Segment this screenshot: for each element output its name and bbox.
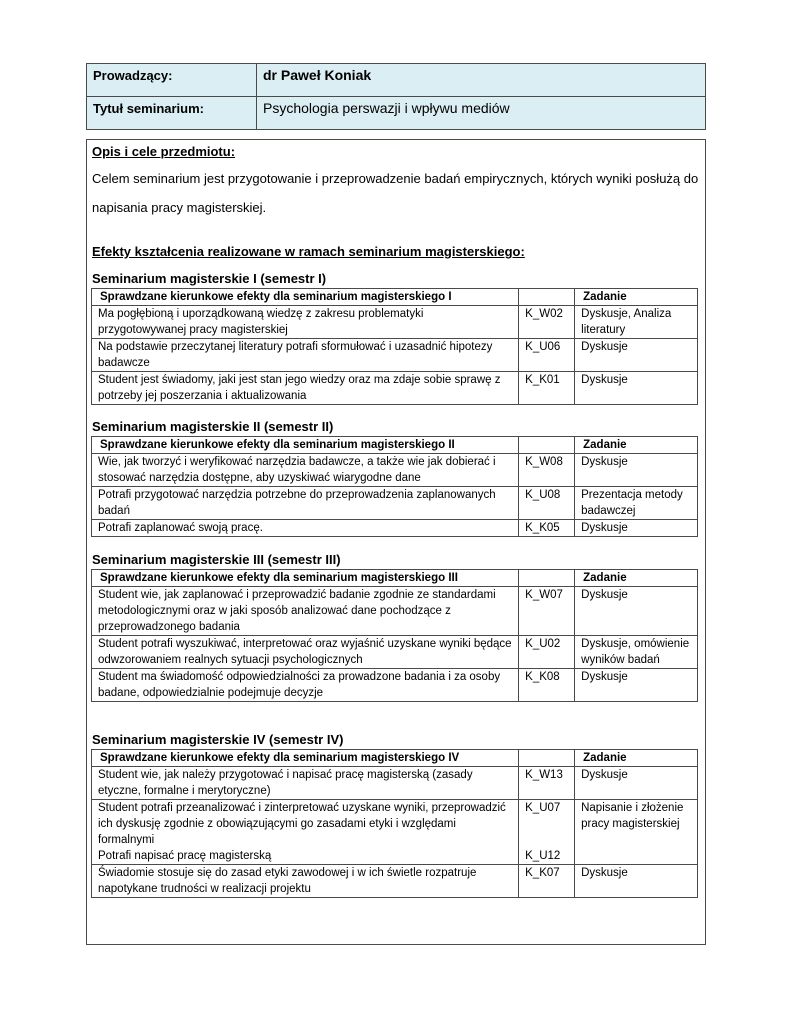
prowadzacy-value: dr Paweł Koniak [257, 64, 706, 97]
effect-cell: Ma pogłębioną i uporządkowaną wiedzę z zakresu problematyki przygotowywanej pracy magisterskiej [92, 306, 519, 339]
code-cell: K_W07 [519, 587, 575, 636]
task-cell: Dyskusje [575, 339, 698, 372]
task-column-header: Zadanie [575, 289, 698, 306]
task-cell: Dyskusje, omówienie wyników badań [575, 636, 698, 669]
task-cell: Prezentacja metody badawczej [575, 487, 698, 520]
code-text-secondary: K_U12 [525, 850, 561, 862]
task-column-header: Zadanie [575, 437, 698, 454]
code-cell: K_W02 [519, 306, 575, 339]
task-cell: Dyskusje [575, 520, 698, 537]
effect-cell: Student potrafi wyszukiwać, interpretować oraz wyjaśnić uzyskane wyniki będące odwzorowaniem realnych sytuacji psychologicznych [92, 636, 519, 669]
seminar-1-table [91, 288, 698, 405]
seminar-1-title: Seminarium magisterskie I (semestr I) [92, 271, 327, 286]
seminar-3-title: Seminarium magisterskie III (semestr III) [92, 552, 341, 567]
effects-column-header: Sprawdzane kierunkowe efekty dla seminarium magisterskiego III [92, 570, 519, 587]
seminar-2-title: Seminarium magisterskie II (semestr II) [92, 419, 334, 434]
effect-cell: Na podstawie przeczytanej literatury potrafi sformułować i uzasadnić hipotezy badawcze [92, 339, 519, 372]
task-cell: Dyskusje [575, 669, 698, 702]
code-text: K_U07 [525, 802, 561, 814]
course-description-box [86, 139, 706, 945]
code-column-header [519, 437, 575, 454]
table-row [92, 865, 698, 898]
effect-cell [92, 800, 519, 865]
table-row [92, 767, 698, 800]
code-column-header [519, 570, 575, 587]
table-row [92, 454, 698, 487]
code-cell [519, 800, 575, 865]
effects-column-header: Sprawdzane kierunkowe efekty dla seminarium magisterskiego II [92, 437, 519, 454]
table-row [92, 587, 698, 636]
table-header-row [92, 570, 698, 587]
header-row-tytul [87, 97, 706, 130]
effect-cell: Student wie, jak zaplanować i przeprowadzić badanie zgodnie ze standardami metodologicznymi oraz w jaki sposób analizować dane pochodzące z przeprowadzonego badania [92, 587, 519, 636]
task-column-header: Zadanie [575, 570, 698, 587]
seminar-4-title: Seminarium magisterskie IV (semestr IV) [92, 732, 344, 747]
opis-title: Opis i cele przedmiotu: [92, 144, 236, 159]
task-cell: Dyskusje [575, 865, 698, 898]
header-row-prowadzacy [87, 64, 706, 97]
effect-cell: Potrafi zaplanować swoją pracę. [92, 520, 519, 537]
table-row [92, 636, 698, 669]
opis-text: Celem seminarium jest przygotowanie i przeprowadzenie badań empirycznych, których wyniki posłużą do napisania pracy magisterskiej. [92, 171, 699, 215]
seminar-2-table [91, 436, 698, 537]
effect-cell: Wie, jak tworzyć i weryfikować narzędzia badawcze, a także wie jak dobierać i stosować narzędzia dostępne, aby uzyskiwać wiarygodne dane [92, 454, 519, 487]
code-cell: K_W13 [519, 767, 575, 800]
table-row [92, 306, 698, 339]
task-cell: Dyskusje [575, 587, 698, 636]
effects-column-header: Sprawdzane kierunkowe efekty dla seminarium magisterskiego IV [92, 750, 519, 767]
table-row [92, 487, 698, 520]
tytul-label: Tytuł seminarium: [87, 97, 257, 130]
table-row [92, 669, 698, 702]
code-cell: K_U08 [519, 487, 575, 520]
table-row [92, 372, 698, 405]
effects-column-header: Sprawdzane kierunkowe efekty dla seminarium magisterskiego I [92, 289, 519, 306]
seminar-4-table [91, 749, 698, 898]
task-column-header: Zadanie [575, 750, 698, 767]
header-table [86, 63, 706, 130]
effect-text-secondary: Potrafi napisać pracę magisterską [98, 850, 272, 862]
effect-text: Student potrafi przeanalizować i zinterpretować uzyskane wyniki, przeprowadzić ich dyskusję zgodnie z obowiązującymi go zasadami etyki i względami formalnymi [98, 802, 506, 846]
table-header-row [92, 437, 698, 454]
code-cell: K_W08 [519, 454, 575, 487]
code-cell: K_K08 [519, 669, 575, 702]
effect-cell: Świadomie stosuje się do zasad etyki zawodowej i w ich świetle rozpatruje napotykane trudności w realizacji projektu [92, 865, 519, 898]
prowadzacy-label: Prowadzący: [87, 64, 257, 97]
effect-cell: Student wie, jak należy przygotować i napisać pracę magisterską (zasady etyczne, formalne i merytoryczne) [92, 767, 519, 800]
effect-cell: Student ma świadomość odpowiedzialności za prowadzone badania i za osoby badane, odpowiedzialnie podejmuje decyzje [92, 669, 519, 702]
task-cell: Dyskusje [575, 372, 698, 405]
effect-cell: Student jest świadomy, jaki jest stan jego wiedzy oraz ma zdaje sobie sprawę z potrzeby jej poszerzania i aktualizowania [92, 372, 519, 405]
table-header-row [92, 750, 698, 767]
code-cell: K_U06 [519, 339, 575, 372]
effect-cell: Potrafi przygotować narzędzia potrzebne do przeprowadzenia zaplanowanych badań [92, 487, 519, 520]
efekty-title: Efekty kształcenia realizowane w ramach seminarium magisterskiego: [92, 244, 525, 259]
table-row [92, 520, 698, 537]
table-header-row [92, 289, 698, 306]
table-row [92, 339, 698, 372]
table-row [92, 800, 698, 865]
task-cell: Dyskusje [575, 767, 698, 800]
code-cell: K_K07 [519, 865, 575, 898]
task-cell: Napisanie i złożenie pracy magisterskiej [575, 800, 698, 865]
code-column-header [519, 750, 575, 767]
tytul-value: Psychologia perswazji i wpływu mediów [257, 97, 706, 130]
code-cell: K_K05 [519, 520, 575, 537]
task-cell: Dyskusje, Analiza literatury [575, 306, 698, 339]
seminar-3-table [91, 569, 698, 702]
task-cell: Dyskusje [575, 454, 698, 487]
code-cell: K_K01 [519, 372, 575, 405]
code-spacer [525, 816, 568, 848]
code-column-header [519, 289, 575, 306]
code-cell: K_U02 [519, 636, 575, 669]
